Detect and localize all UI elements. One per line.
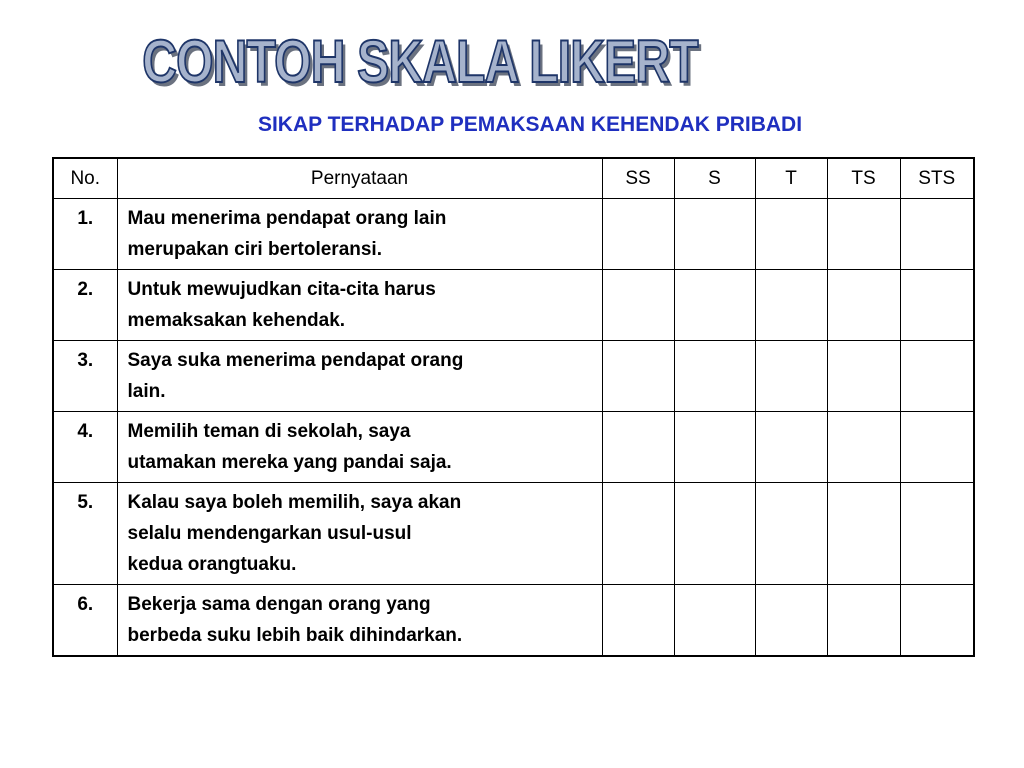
table-header-row: [53, 158, 974, 199]
page-title: CONTOH SKALA LIKERT: [142, 28, 698, 95]
answer-cell-t[interactable]: [755, 341, 827, 412]
header-no: No.: [53, 158, 117, 199]
statement-line: kedua orangtuaku.: [127, 554, 297, 575]
row-number: 1.: [53, 199, 117, 270]
answer-cell-ss[interactable]: [602, 199, 674, 270]
row-number: 4.: [53, 412, 117, 483]
answer-cell-s[interactable]: [674, 412, 755, 483]
header-statement: Pernyataan: [117, 158, 602, 199]
statement-line: Mau menerima pendapat orang lain: [127, 208, 447, 229]
answer-cell-s[interactable]: [674, 341, 755, 412]
statement-line: Bekerja sama dengan orang yang: [127, 594, 431, 615]
answer-cell-t[interactable]: [755, 585, 827, 657]
answer-cell-ts[interactable]: [827, 199, 900, 270]
answer-cell-ts[interactable]: [827, 270, 900, 341]
answer-cell-sts[interactable]: [900, 199, 974, 270]
header-t: T: [755, 158, 827, 199]
answer-cell-s[interactable]: [674, 270, 755, 341]
answer-cell-ts[interactable]: [827, 341, 900, 412]
table-row: [53, 585, 974, 657]
statement-line: berbeda suku lebih baik dihindarkan.: [127, 625, 463, 646]
statement-line: Untuk mewujudkan cita-cita harus: [127, 279, 436, 300]
statement-line: Saya suka menerima pendapat orang: [127, 350, 464, 371]
answer-cell-sts[interactable]: [900, 483, 974, 585]
header-sts: STS: [900, 158, 974, 199]
answer-cell-t[interactable]: [755, 270, 827, 341]
statement-line: selalu mendengarkan usul-usul: [127, 523, 412, 544]
table-row: [53, 199, 974, 270]
statement-line: memaksakan kehendak.: [127, 310, 346, 331]
answer-cell-ss[interactable]: [602, 270, 674, 341]
statement-line: merupakan ciri bertoleransi.: [127, 239, 382, 260]
row-number: 3.: [53, 341, 117, 412]
statement-line: utamakan mereka yang pandai saja.: [127, 452, 452, 473]
answer-cell-s[interactable]: [674, 199, 755, 270]
answer-cell-sts[interactable]: [900, 341, 974, 412]
table-row: [53, 341, 974, 412]
table-row: [53, 270, 974, 341]
answer-cell-s[interactable]: [674, 483, 755, 585]
answer-cell-sts[interactable]: [900, 585, 974, 657]
row-number: 2.: [53, 270, 117, 341]
row-number: 5.: [53, 483, 117, 585]
answer-cell-ts[interactable]: [827, 412, 900, 483]
statement-cell: [117, 483, 602, 585]
answer-cell-ss[interactable]: [602, 585, 674, 657]
answer-cell-t[interactable]: [755, 199, 827, 270]
answer-cell-ts[interactable]: [827, 585, 900, 657]
answer-cell-ss[interactable]: [602, 341, 674, 412]
statement-cell: [117, 412, 602, 483]
page-subtitle: SIKAP TERHADAP PEMAKSAAN KEHENDAK PRIBADI: [257, 113, 803, 136]
answer-cell-t[interactable]: [755, 483, 827, 585]
statement-line: Kalau saya boleh memilih, saya akan: [127, 492, 462, 513]
header-s: S: [674, 158, 755, 199]
statement-line: lain.: [127, 381, 166, 402]
table-row: [53, 412, 974, 483]
statement-cell: [117, 585, 602, 657]
statement-cell: [117, 199, 602, 270]
answer-cell-s[interactable]: [674, 585, 755, 657]
row-number: 6.: [53, 585, 117, 657]
likert-scale-table: [52, 157, 975, 657]
answer-cell-sts[interactable]: [900, 412, 974, 483]
statement-cell: [117, 270, 602, 341]
answer-cell-ss[interactable]: [602, 483, 674, 585]
answer-cell-ts[interactable]: [827, 483, 900, 585]
statement-cell: [117, 341, 602, 412]
header-ss: SS: [602, 158, 674, 199]
header-ts: TS: [827, 158, 900, 199]
statement-line: Memilih teman di sekolah, saya: [127, 421, 411, 442]
answer-cell-ss[interactable]: [602, 412, 674, 483]
answer-cell-t[interactable]: [755, 412, 827, 483]
table-row: [53, 483, 974, 585]
answer-cell-sts[interactable]: [900, 270, 974, 341]
